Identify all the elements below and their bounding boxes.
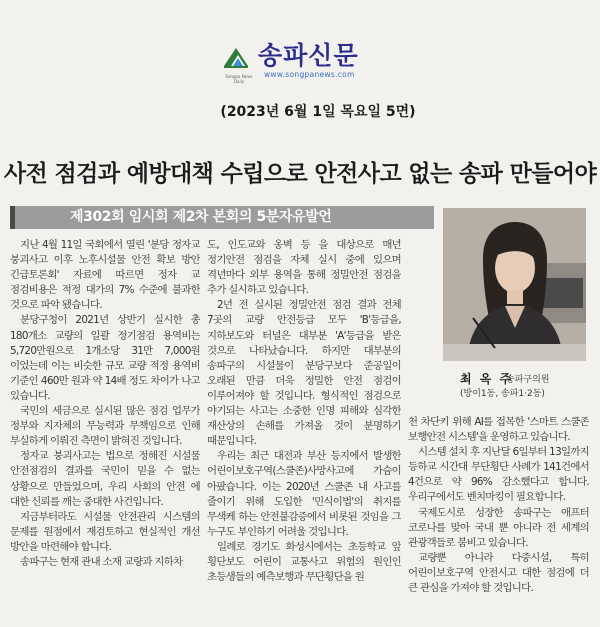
subtitle-bar (10, 206, 434, 229)
subtitle: 제302회 임시회 제2차 본회의 5분자유발언 (70, 209, 332, 225)
paragraph: 도, 인도교와 옹벽 등 을 대상으로 매년 정기안전 점검을 자체 실시 중에 있으며 격년마다 외부 용역을 통해 정밀안전 점검을 추가 실시하고 있습니다. (207, 239, 401, 297)
paragraph: 일례로 경기도 화성시에서는 초등학교 앞 횡단보도 어린이 교통사고 위험의 원인인 초등생들의 예측보행과 무단횡단을 원 (207, 540, 401, 584)
paragraph: 국제도시로 성장한 송파구는 애프터 코로나를 맞아 국내 뿐 아니라 전 세계의 관광객들로 붐비고 있습니다. (408, 506, 589, 549)
paragraph: 송파구는 현재 관내 소재 교량과 지하차 (20, 555, 183, 568)
paper-name: 송파신문 (258, 41, 359, 70)
councilor-portrait (443, 208, 586, 361)
caption-name: 최 옥 주 (460, 372, 514, 386)
paragraph: 천 차단키 위해 AI를 접목한 '스마트 스쿨존 보행안전 시스템'을 운영하고 있습니다. (408, 416, 589, 444)
article-column-1 (10, 238, 200, 627)
masthead (0, 36, 600, 86)
headline: 사전 점검과 예방대책 수립으로 안전사고 없는 송파 만들어야 (3, 160, 597, 187)
paragraph: 시스템 설치 후 지난달 6일부터 13일까지 등하교 시간대 무단횡단 사례가 141건에서 4건으로 약 96% 감소했다고 합니다. 우리구에서도 벤치마킹이 필요합니다. (408, 446, 589, 504)
paragraph: 2년 전 실시된 정밀안전 점검 결과 전체 7곳의 교량 안전등급 모두 'B'등급을, 지하보도와 터널은 대부분 'A'등급을 받은 것으로 나타났습니다. 하지만 대부분의 송파구의 시설물이 분당구보다 준공일이 오래된 만큼 더욱 정밀한 안전 점검이 이루어져야 할 것입니다. 형식적인 점검으로 야기되는 사고는 소중한 인명 피해와 심각한 재산상의 손해를 가져올 것이 분명하기 때문입니다. (207, 299, 401, 448)
paragraph: 지난 4월 11일 국회에서 열린 '분당 정자교 붕괴사고 이후 노후시설물 안전 확보 방안 긴급토론회' 자료에 따르면 정자 교 점검비용은 적정 대가의 7% 수준에 불과한 것으로 파악 됐습니다. (10, 239, 200, 312)
paragraph: 국민의 세금으로 실시된 많은 점검 업무가 정부와 지자체의 무능력과 무책임으로 인해 부실하게 이뤄진 측면이 밝혀진 것입니다. (10, 405, 200, 448)
caption-title: 송파구의원 (506, 375, 550, 385)
paragraph: 정자교 붕괴사고는 법으로 정해진 시설물 안전점검의 결과를 국민이 믿을 수 없는 상황으로 만들었으며, 우리 사회의 안전 에 대한 신뢰를 깨는 중대한 사건입니다. (10, 450, 200, 508)
article-column-2 (207, 238, 401, 627)
mountain-logo-icon (222, 44, 252, 72)
paragraph: 우리는 최근 대전과 부산 등지에서 발생한 어린이보호구역(스쿨존)사망사고에 가슴이 아팠습니다. 이는 2020년 스쿨존 내 사고를 줄이기 위해 도입한 '민식이법'의 취지를 무색케 하는 안전불감증에서 비롯된 것임을 그 누구도 부인하기 어려울 것입니다. (207, 450, 401, 538)
article-column-3 (408, 415, 589, 627)
paper-url: www.songpanews.com (264, 70, 355, 79)
paragraph: 분당구청이 2021년 상반기 실시한 총 180개소 교량의 일괄 정기점검 용역비는 5,720만원으로 1개소당 31만 7,000원 이었는데 이는 비슷한 규모 교량 적정 용역비 기준인 460만 원과 약 14배 정도 차이가 나고 있습니다. (10, 314, 200, 402)
paragraph: 지금부터라도 시설물 안전관리 시스템의 문제를 원점에서 재검토하고 현실적인 개선 방안을 마련해야 합니다. (10, 510, 200, 553)
logo-text: Songpa News Daily (225, 74, 253, 84)
paragraph: 교량뿐 아니라 다중시설, 특히 어린이보호구역 안전시고 대한 점검에 더 큰 관심을 가져야 할 것입니다. (408, 551, 589, 595)
councilor-photo (443, 208, 586, 361)
caption-district: (방이1동, 송파1·2동) (460, 389, 545, 399)
date-line: (2023년 6월 1일 목요일 5면) (220, 104, 416, 120)
